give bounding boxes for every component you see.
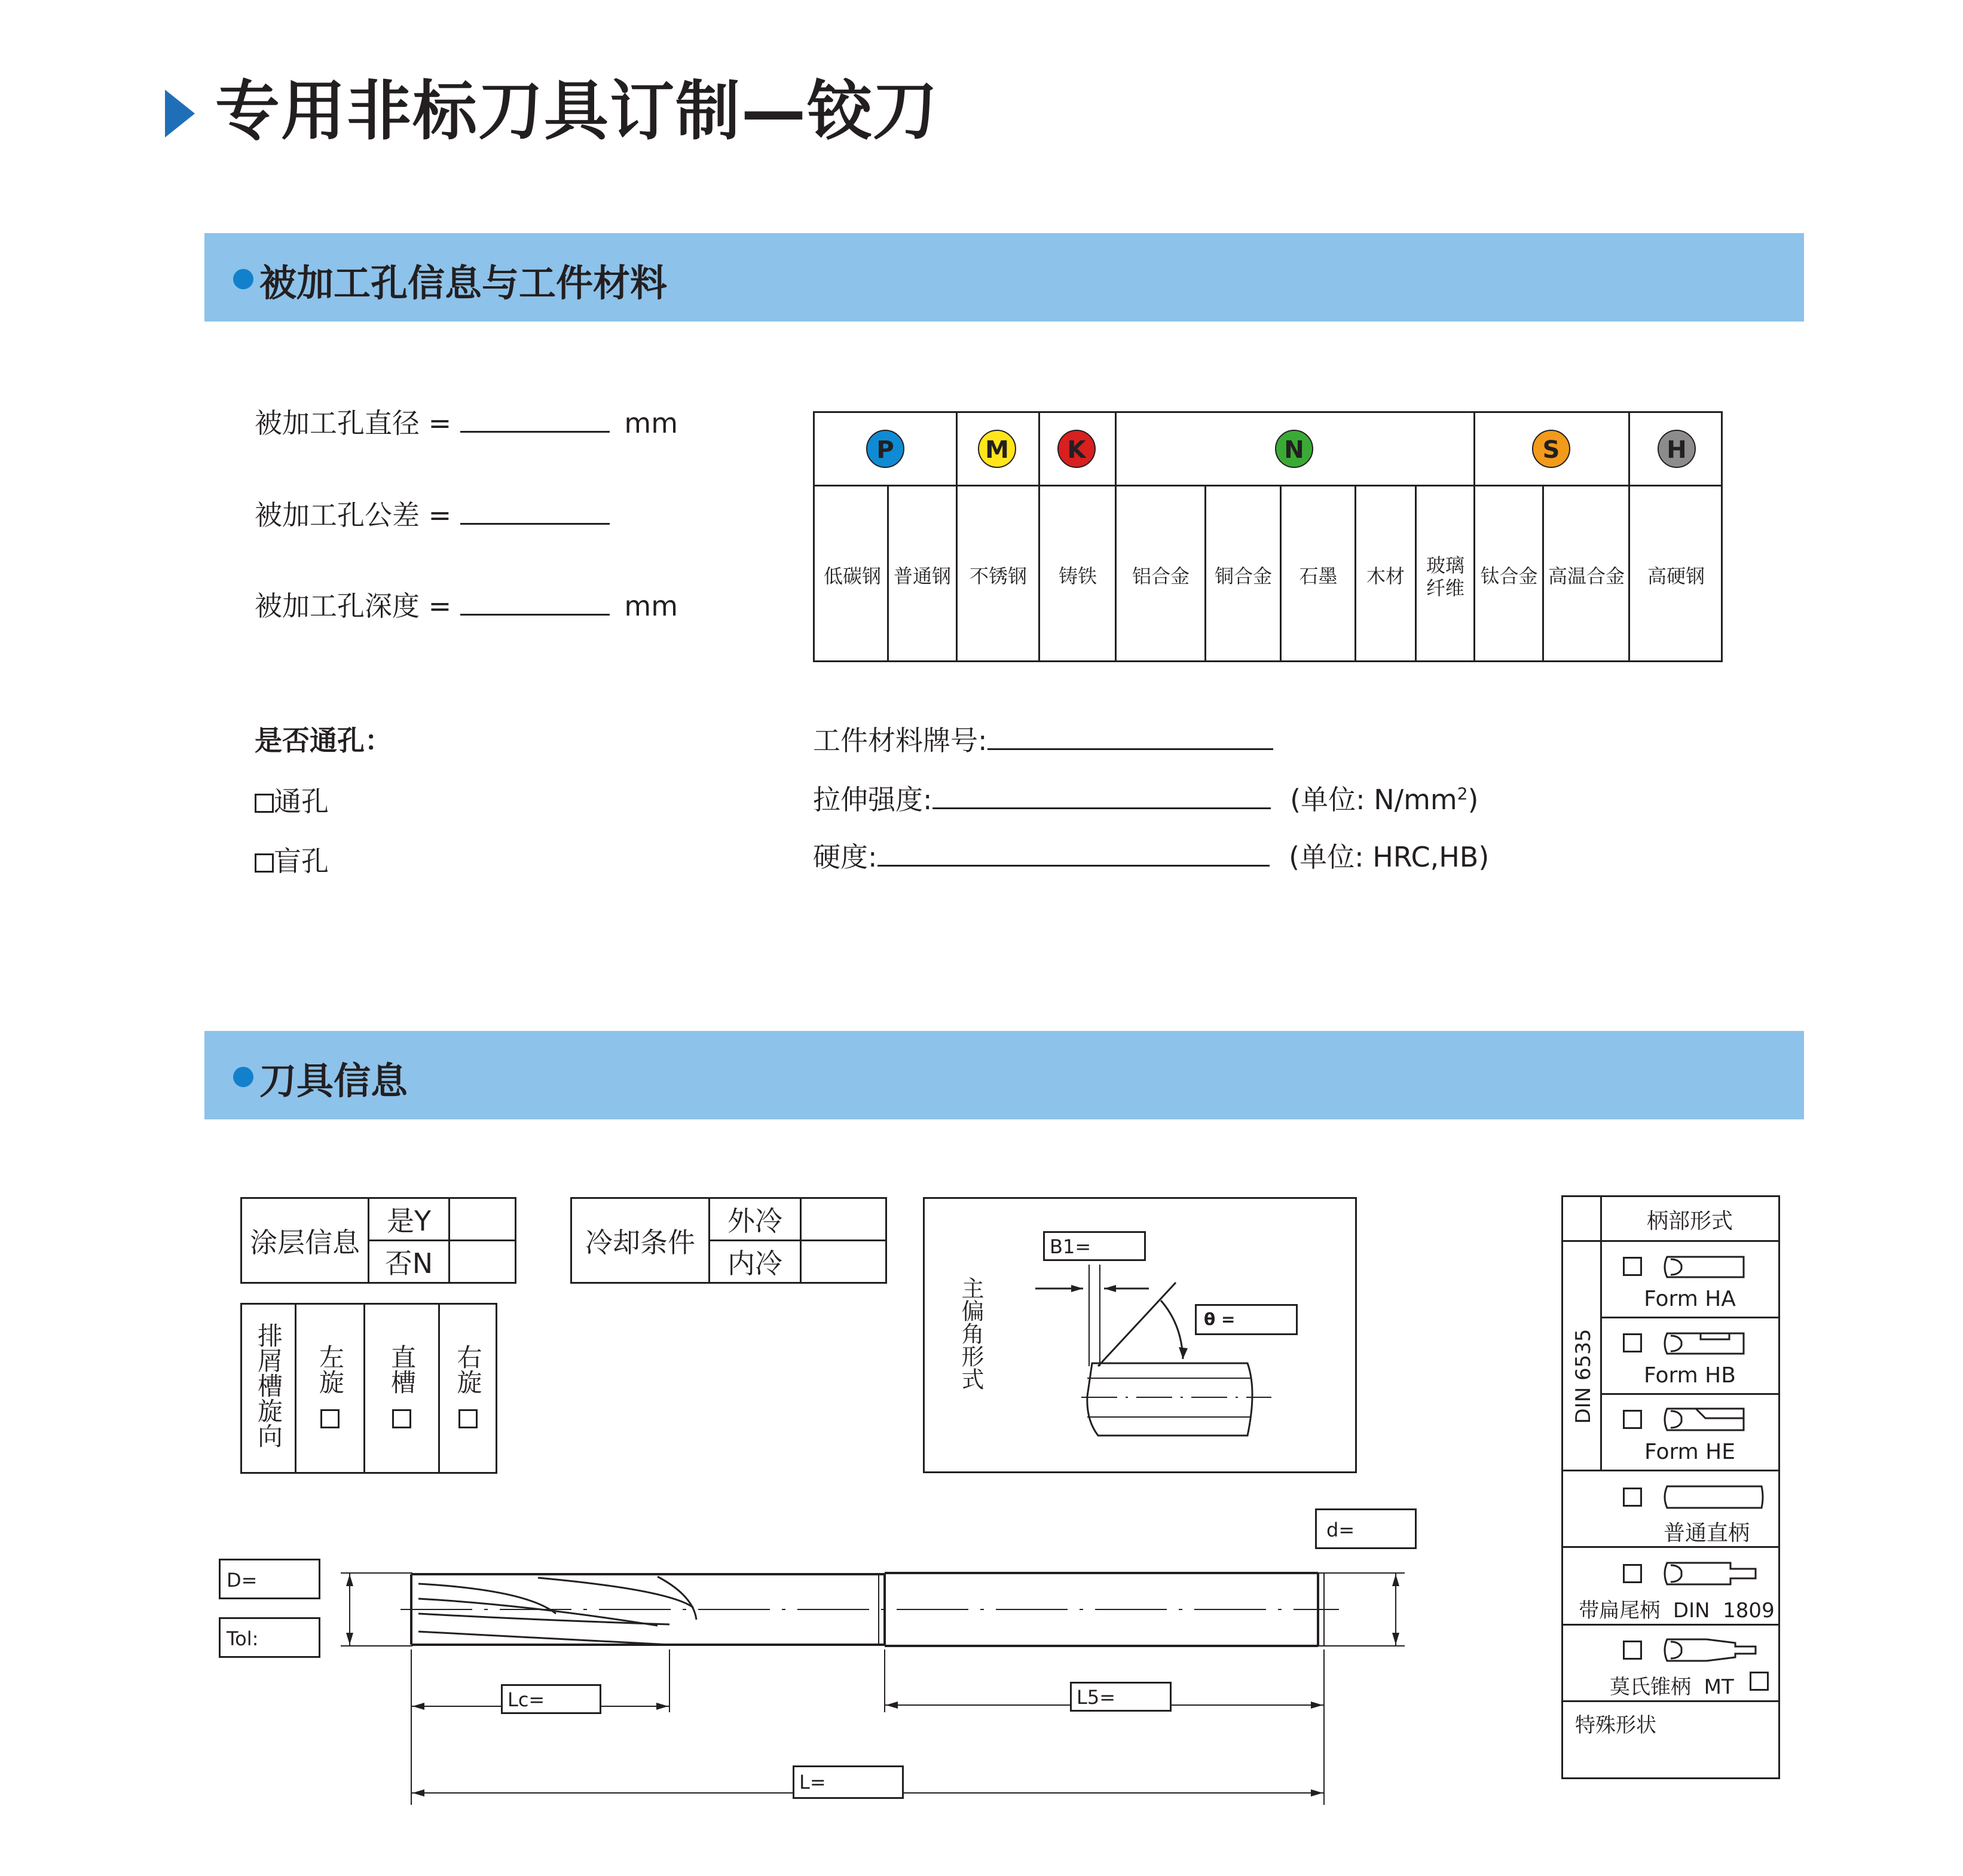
through-hole-checkbox[interactable] [255, 794, 274, 813]
flute-direction-table [240, 1303, 497, 1474]
coating-yes-cell[interactable] [450, 1198, 516, 1241]
coating-no-label: 否N [369, 1241, 450, 1283]
material-stainless-steel: 不锈钢 [969, 565, 1027, 587]
coating-yes-label: 是Y [369, 1198, 450, 1241]
flute-straight-label: 直槽 [387, 1344, 417, 1394]
tensile-strength-input[interactable] [932, 801, 1271, 809]
material-hardened-steel: 高硬钢 [1647, 565, 1705, 587]
plain-shank-label: 普通直柄 [1663, 1521, 1750, 1546]
form-he-label: Form HE [1644, 1440, 1735, 1464]
hole-tolerance-field [255, 494, 610, 533]
section-header-hole-info [204, 233, 1804, 322]
material-grade-label: 工件材料牌号: [813, 724, 987, 757]
hole-diameter-label: 被加工孔直径 = [255, 407, 452, 439]
L-label: L= [799, 1771, 826, 1794]
material-group-table [813, 411, 1723, 662]
through-hole-label: 通孔 [274, 785, 329, 818]
hole-tolerance-label: 被加工孔公差 = [255, 499, 452, 531]
lc-label: Lc= [507, 1688, 545, 1711]
flute-straight-checkbox[interactable] [392, 1409, 411, 1428]
coating-no-cell[interactable] [450, 1241, 516, 1283]
material-fiber: 纤维 [1426, 577, 1464, 599]
cooling-external-label: 外冷 [710, 1198, 801, 1241]
flute-right-checkbox[interactable] [458, 1409, 478, 1428]
flute-left-label: 左旋 [316, 1344, 345, 1394]
plain-shank-checkbox[interactable] [1623, 1488, 1642, 1507]
morse-shank-label: 莫氏锥柄 MT [1610, 1675, 1734, 1699]
section-title: 被加工孔信息与工件材料 [259, 261, 668, 305]
form-hb-shank-icon [1659, 1330, 1748, 1357]
cooling-internal-label: 内冷 [710, 1241, 801, 1283]
tensile-unit: (单位: $N/mm^2$) [1290, 784, 1479, 816]
material-superalloy: 高温合金 [1548, 565, 1625, 587]
material-plain-steel: 普通钢 [893, 565, 951, 587]
blind-hole-checkbox[interactable] [255, 853, 274, 873]
unit-mm: mm [624, 407, 678, 439]
flute-left-checkbox[interactable] [320, 1409, 340, 1428]
morse-shank-checkbox[interactable] [1623, 1641, 1642, 1660]
D-label: D= [227, 1569, 258, 1592]
morse-mt-checkbox[interactable] [1750, 1672, 1769, 1691]
l5-label: L5= [1077, 1686, 1115, 1709]
section-header-tool-info [204, 1031, 1804, 1119]
bullet-dot-icon [233, 269, 253, 289]
morse-shank-icon [1659, 1636, 1766, 1664]
hole-depth-field [255, 584, 678, 624]
tang-shank-checkbox[interactable] [1623, 1564, 1642, 1583]
through-hole-option [255, 780, 329, 819]
blind-hole-option [255, 840, 329, 879]
hardness-label: 硬度: [813, 841, 877, 873]
tang-shank-label: 带扁尾柄 DIN 1809 [1579, 1599, 1775, 1623]
material-titanium-alloy: 钛合金 [1480, 565, 1538, 587]
material-aluminum-alloy: 铝合金 [1132, 565, 1190, 587]
tol-label: Tol: [227, 1627, 259, 1650]
material-wood: 木材 [1366, 565, 1405, 587]
plain-shank-icon [1659, 1483, 1766, 1511]
form-ha-shank-icon [1659, 1253, 1748, 1281]
material-grade-field [813, 719, 1273, 758]
bullet-dot-icon [233, 1067, 253, 1087]
form-he-checkbox[interactable] [1623, 1410, 1642, 1429]
b1-label: B1= [1050, 1235, 1091, 1258]
material-group-s-icon: S [1532, 430, 1570, 468]
material-low-carbon-steel: 低碳钢 [823, 565, 881, 587]
unit-mm: mm [624, 590, 678, 622]
hardness-field [813, 836, 1489, 875]
lead-angle-label: 主偏角形式 [958, 1277, 984, 1390]
material-group-p-icon: P [866, 430, 904, 468]
cooling-table [570, 1197, 887, 1284]
din-6535-label: DIN 6535 [1571, 1329, 1595, 1424]
shank-type-title: 柄部形式 [1646, 1209, 1733, 1234]
material-group-n-icon: N [1275, 430, 1313, 468]
shank-type-table [1561, 1195, 1780, 1779]
cooling-internal-cell[interactable] [801, 1241, 886, 1283]
form-ha-checkbox[interactable] [1623, 1257, 1642, 1276]
title-arrow-icon [165, 90, 195, 137]
d-label: d= [1326, 1519, 1355, 1541]
form-ha-label: Form HA [1644, 1287, 1736, 1311]
hole-diameter-field [255, 402, 678, 441]
form-hb-label: Form HB [1644, 1363, 1736, 1388]
hole-diameter-input[interactable] [460, 425, 610, 433]
cooling-external-cell[interactable] [801, 1198, 886, 1241]
theta-label: θ = [1204, 1309, 1236, 1329]
material-group-h-icon: H [1658, 430, 1696, 468]
flute-right-label: 右旋 [453, 1344, 483, 1394]
blind-hole-label: 盲孔 [274, 845, 329, 877]
through-hole-question: 是否通孔： [255, 724, 392, 757]
hole-depth-input[interactable] [460, 608, 610, 616]
material-graphite: 石墨 [1299, 565, 1338, 587]
special-shape-label: 特殊形状 [1575, 1713, 1656, 1737]
material-copper-alloy: 铜合金 [1214, 565, 1272, 587]
flute-direction-label: 排屑槽旋向 [254, 1322, 283, 1448]
tang-shank-icon [1659, 1559, 1766, 1588]
tensile-strength-label: 拉伸强度: [813, 784, 932, 816]
material-glass: 玻璃 [1426, 554, 1464, 577]
material-group-k-icon: K [1057, 430, 1096, 468]
hole-depth-label: 被加工孔深度 = [255, 590, 452, 622]
coating-table [240, 1197, 516, 1284]
page-title: 专用非标刀具订制—铰刀 [215, 74, 939, 149]
material-cast-iron: 铸铁 [1058, 565, 1097, 587]
coating-label: 涂层信息 [241, 1198, 369, 1283]
hole-tolerance-input[interactable] [460, 517, 610, 525]
material-grade-input[interactable] [987, 742, 1273, 750]
tensile-strength-field [813, 778, 1479, 818]
material-group-m-icon: M [978, 430, 1016, 468]
lead-angle-diagram [923, 1197, 1357, 1473]
section-title: 刀具信息 [259, 1059, 408, 1103]
hardness-unit: (单位: HRC,HB) [1289, 841, 1490, 873]
form-hb-checkbox[interactable] [1623, 1333, 1642, 1352]
cooling-label: 冷却条件 [571, 1198, 710, 1283]
form-he-shank-icon [1659, 1405, 1748, 1434]
hardness-input[interactable] [877, 859, 1270, 867]
